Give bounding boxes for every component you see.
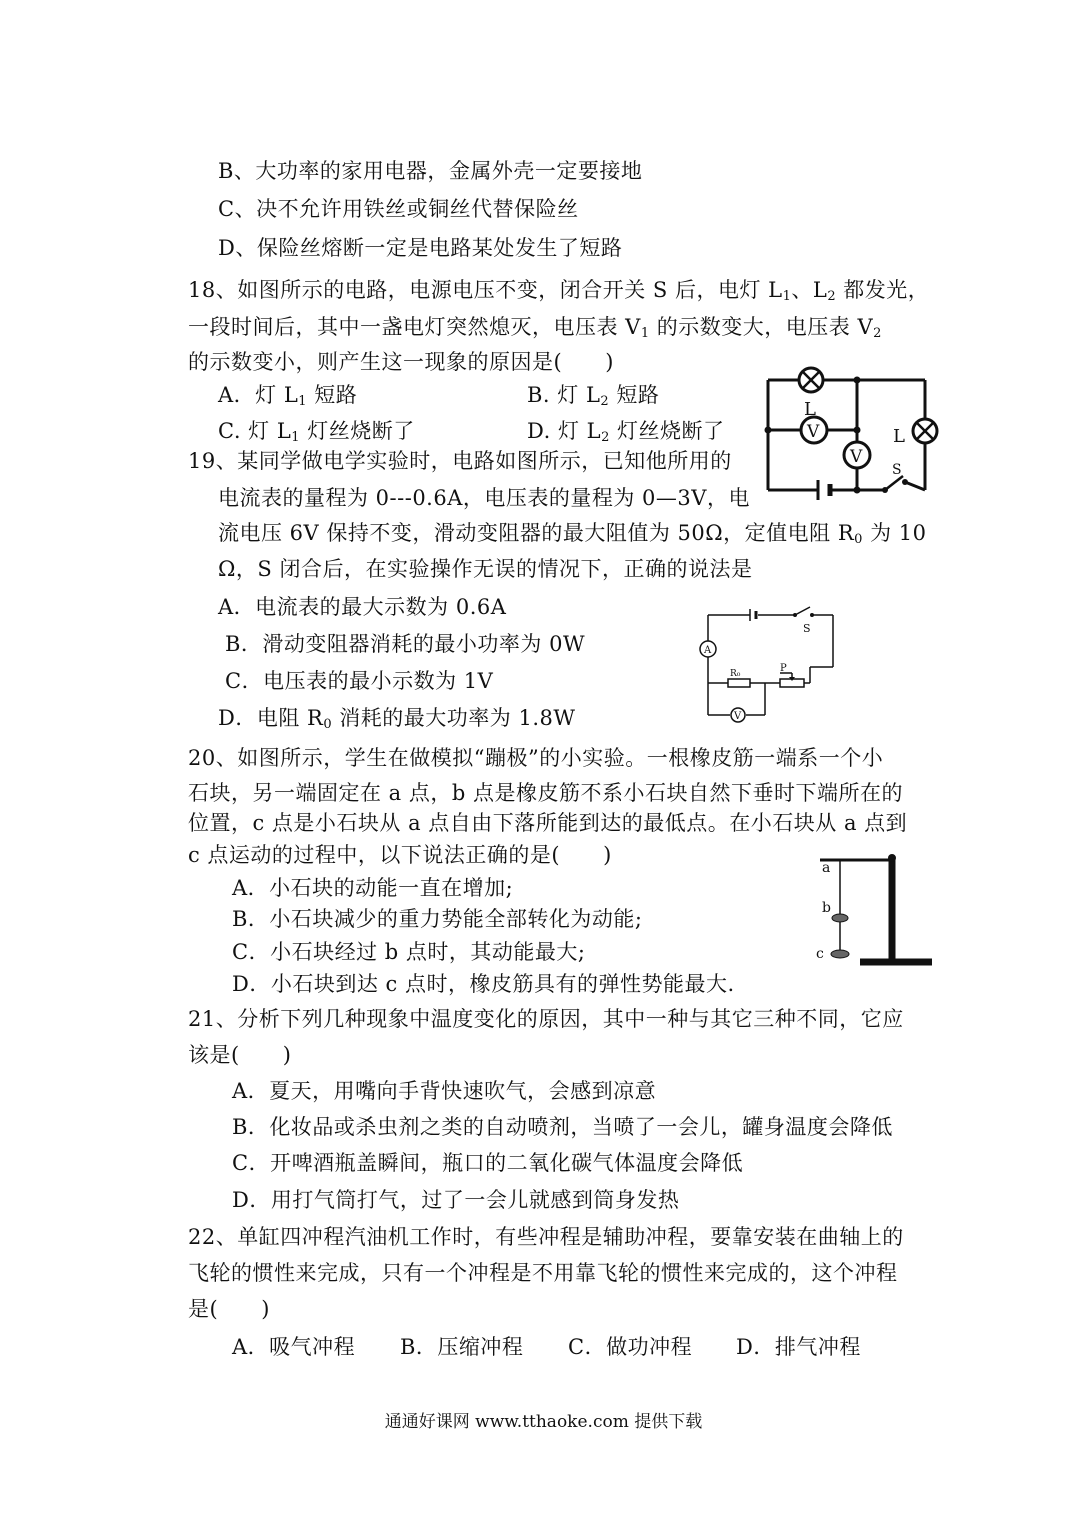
q21-stem-line1: 21、分析下列几种现象中温度变化的原因，其中一种与其它三种不同，它应 [188,1007,904,1031]
q19-stem-line1: 19、某同学做电学实验时，电路如图所示，已知他所用的 [188,449,732,473]
q20-stem-line2: 石块，另一端固定在 a 点，b 点是橡皮筋不系小石块自然下垂时下端所在的 [188,781,903,805]
q22-stem-line1: 22、单缸四冲程汽油机工作时，有些冲程是辅助冲程，要靠安装在曲轴上的 [188,1225,904,1249]
q22-option-d: D．排气冲程 [736,1335,861,1359]
q22-stem-line3: 是( ) [188,1297,270,1321]
label-c: c [816,946,824,962]
rheostat-symbol [780,677,804,687]
q20-option-b: B．小石块减少的重力势能全部转化为动能; [232,907,643,931]
q19-stem-line3: 流电压 6V 保持不变，滑动变阻器的最大阻值为 50Ω，定值电阻 $R_0$ 为 10 [218,521,927,547]
q21-option-b: B．化妆品或杀虫剂之类的自动喷剂，当喷了一会儿，罐身温度会降低 [232,1115,893,1139]
q17-option-b: B、大功率的家用电器，金属外壳一定要接地 [218,159,643,183]
q21-option-a: A．夏天，用嘴向手背快速吹气，会感到凉意 [232,1079,657,1103]
stone-at-b [832,914,848,922]
q18-option-a: A．灯 $L_1$ 短路 [218,383,358,409]
q20-stem-line4: c 点运动的过程中，以下说法正确的是( ) [188,843,612,867]
resistor-r0-symbol [728,679,750,687]
q20-option-c: C．小石块经过 b 点时，其动能最大; [232,940,586,964]
q20-stem-line3: 位置，c 点是小石块从 a 点自由下落所能到达的最低点。在小石块从 a 点到 [188,811,908,835]
q18-stem-line2: 一段时间后，其中一盏电灯突然熄灭，电压表 $V_1$ 的示数变大，电压表 $V_2$ [188,315,882,341]
switch-s-symbol [793,607,814,617]
q22-option-a: A．吸气冲程 [232,1335,356,1359]
q20-stem-line1: 20、如图所示，学生在做模拟“蹦极”的小实验。一根橡皮筋一端系一个小 [188,746,884,770]
q19-option-b: B．滑动变阻器消耗的最小功率为 0W [225,632,586,656]
q21-option-c: C．开啤酒瓶盖瞬间，瓶口的二氧化碳气体温度会降低 [232,1151,744,1175]
ammeter-symbol [700,641,716,657]
q18-stem-line1: 18、如图所示的电路，电源电压不变，闭合开关 S 后，电灯 $L_1$、$L_2$ 都发光， [188,278,930,304]
q18-option-c: C. 灯 $L_1$ 灯丝烧断了 [218,419,415,445]
page-footer: 通通好课网 www.tthaoke.com 提供下载 [384,1412,703,1432]
switch-s-symbol [882,476,908,493]
svg-text:V: V [734,711,742,722]
q17-option-d: D、保险丝熔断一定是电路某处发生了短路 [218,236,623,260]
label-a: a [822,860,831,876]
q20-option-d: D．小石块到达 c 点时，橡皮筋具有的弹性势能最大. [232,972,735,996]
voltmeter-symbol [731,708,745,722]
battery-symbol [818,480,830,500]
q19-stem-line4: Ω，S 闭合后，在实验操作无误的情况下，正确的说法是 [218,557,753,581]
lamp-l1-symbol [799,368,823,392]
q20-option-a: A．小石块的动能一直在增加; [232,876,514,900]
q18-stem-line3: 的示数变小，则产生这一现象的原因是( ) [188,350,614,374]
label-l-right: L [893,426,905,447]
q21-option-d: D．用打气筒打气，过了一会儿就感到筒身发热 [232,1188,680,1212]
svg-text:V: V [850,447,863,467]
q19-circuit-diagram [700,605,840,720]
voltmeter-v2-symbol [844,442,870,468]
q22-stem-line2: 飞轮的惯性来完成，只有一个冲程是不用靠飞轮的惯性来完成的，这个冲程 [188,1261,898,1285]
battery-symbol [750,609,756,621]
q19-stem-line2: 电流表的量程为 0---0.6A，电压表的量程为 0—3V，电 [218,486,750,510]
voltmeter-v1-symbol [801,417,827,443]
stone-at-c [831,950,849,958]
q17-option-c: C、决不允许用铁丝或铜丝代替保险丝 [218,197,579,221]
q21-stem-line2: 该是( ) [188,1043,292,1067]
label-p: P [780,663,787,674]
label-l-top: L [804,399,816,420]
q18-option-d: D. 灯 $L_2$ 灯丝烧断了 [527,419,725,445]
q20-bungee-diagram [810,850,940,970]
svg-text:V: V [807,422,820,442]
label-s: S [892,462,902,478]
label-b: b [822,900,831,916]
q19-option-c: C．电压表的最小示数为 1V [225,669,494,693]
q19-option-d: D．电阻 $R_0$ 消耗的最大功率为 1.8W [218,706,576,732]
label-s: S [803,622,811,635]
q22-option-b: B．压缩冲程 [400,1335,524,1359]
label-r0: R₀ [730,669,741,679]
q18-circuit-diagram [760,370,950,500]
q18-option-b: B. 灯 $L_2$ 短路 [527,383,660,409]
q22-option-c: C．做功冲程 [568,1335,693,1359]
svg-text:A: A [704,645,712,656]
lamp-l2-symbol [913,419,937,443]
q19-option-a: A．电流表的最大示数为 0.6A [218,595,507,619]
